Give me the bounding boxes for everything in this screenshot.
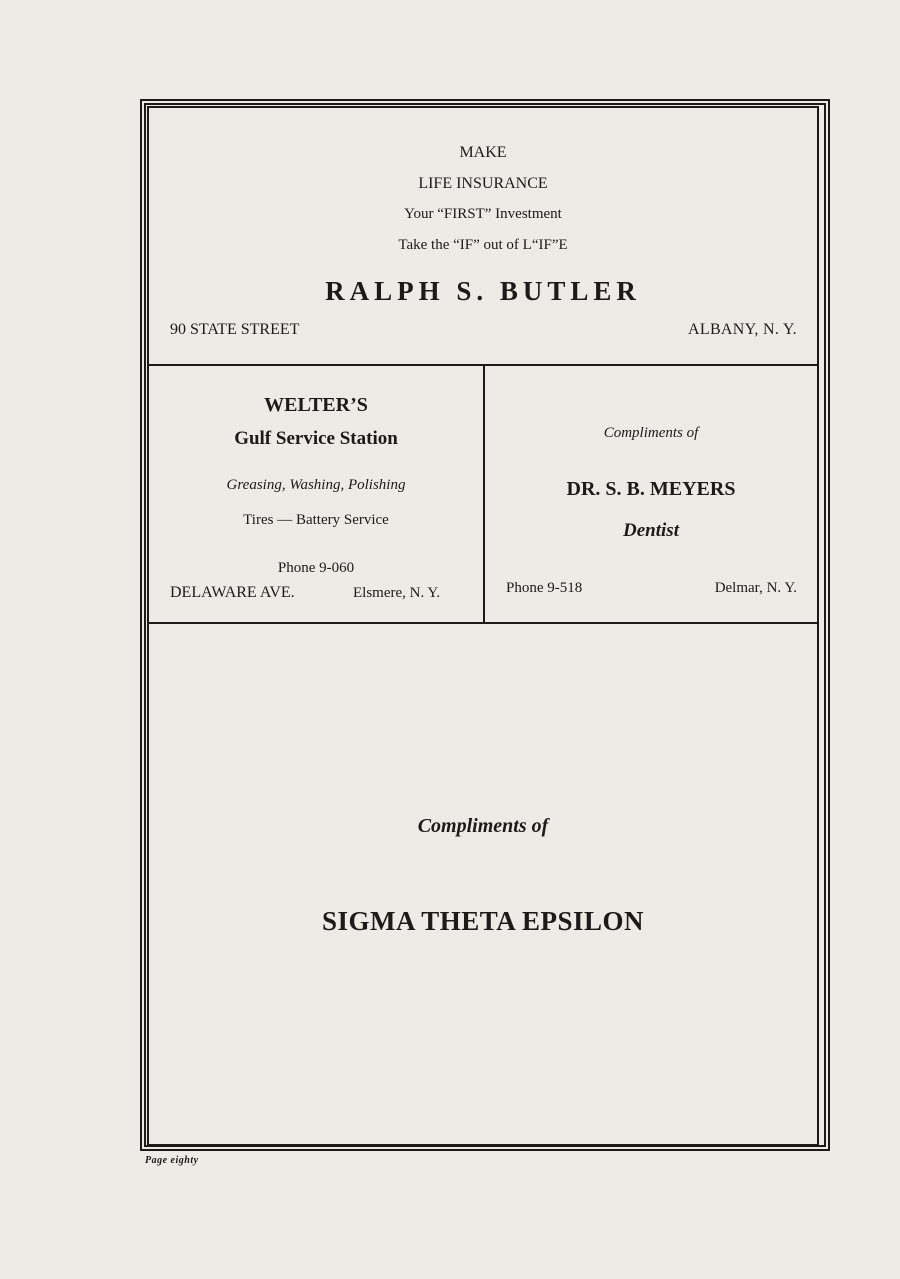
ad-line-take-if: Take the “IF” out of L“IF”E [398,237,568,253]
ad-welter-street: DELAWARE AVE. [170,584,295,601]
ad-meyers-name: DR. S. B. MEYERS [566,478,736,500]
page-number: Page eighty [145,1155,199,1166]
ad-welter-subtitle: Gulf Service Station [234,428,398,449]
ad-meyers-title: Dentist [623,520,679,541]
ad-meyers-compliments: Compliments of [603,425,699,441]
ad-welter-services: Greasing, Washing, Polishing [226,477,406,493]
ad-line-life-insurance: LIFE INSURANCE [418,175,548,192]
ad-sigma-compliments: Compliments of [417,815,549,837]
divider-horizontal-bottom [149,622,817,624]
ad-butler-name: RALPH S. BUTLER [325,276,641,306]
ad-line-make: MAKE [459,144,507,161]
inner-border [147,106,819,1146]
ad-welter-phone: Phone 9-060 [277,560,355,576]
ad-butler-address-street: 90 STATE STREET [170,321,300,338]
ad-meyers-location: Delmar, N. Y. [714,580,797,596]
ad-meyers-phone: Phone 9-518 [506,580,583,596]
ad-line-first-investment: Your “FIRST” Investment [404,206,562,222]
ad-sigma-name: SIGMA THETA EPSILON [321,906,645,936]
ad-welter-city: Elsmere, N. Y. [353,585,441,601]
ad-welter-name: WELTER’S [264,394,368,416]
ad-welter-tires: Tires — Battery Service [243,512,389,528]
ad-butler-address-city: ALBANY, N. Y. [688,321,797,338]
